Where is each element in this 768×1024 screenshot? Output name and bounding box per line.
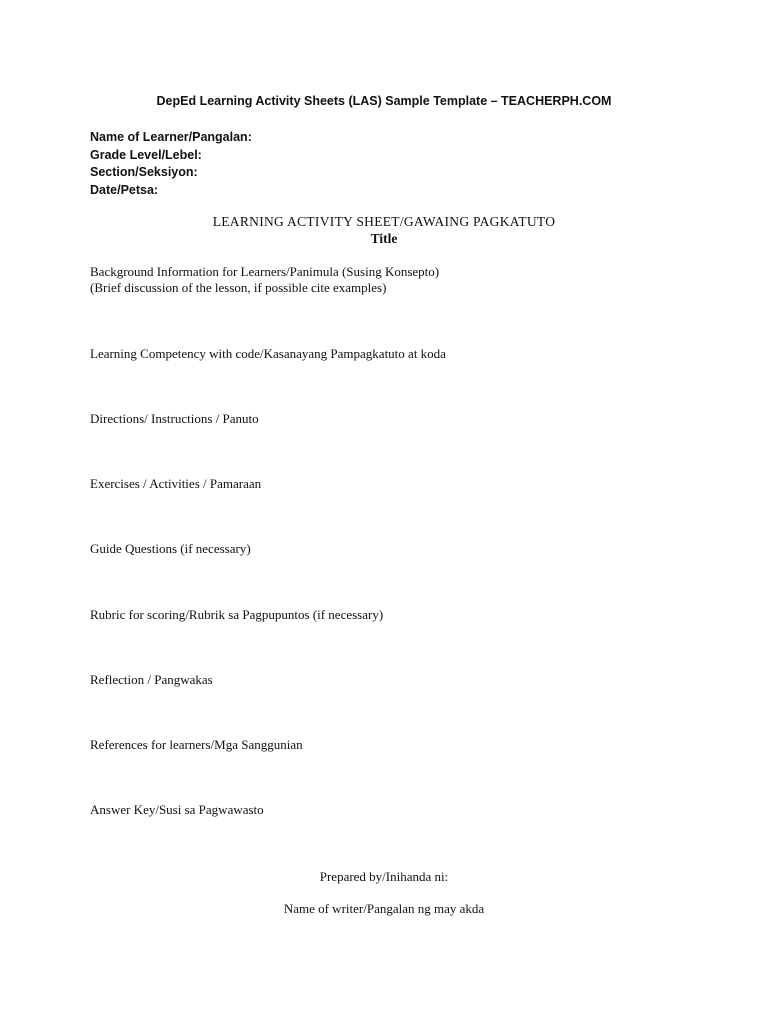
answer-key-heading: Answer Key/Susi sa Pagwawasto <box>90 802 264 817</box>
exercises-heading: Exercises / Activities / Pamaraan <box>90 476 262 491</box>
sheet-subtitle: Title <box>370 231 398 246</box>
section-rubric <box>90 607 383 623</box>
section-directions <box>90 411 259 427</box>
prepared-by-label: Prepared by/Inihanda ni: <box>319 869 449 884</box>
date-field: Date/Petsa: <box>90 182 159 197</box>
section-field: Section/Seksiyon: <box>90 165 198 179</box>
section-background <box>90 264 439 296</box>
section-competency <box>90 346 446 362</box>
section-guide-questions <box>90 541 251 557</box>
document-header-title: DepEd Learning Activity Sheets (LAS) Sample Template – TEACHERPH.COM <box>156 94 612 108</box>
guide-questions-heading: Guide Questions (if necessary) <box>90 541 251 556</box>
learner-info-block <box>90 129 252 199</box>
background-heading: Background Information for Learners/Panimula (Susing Konsepto) <box>90 264 440 279</box>
directions-heading: Directions/ Instructions / Panuto <box>90 411 259 426</box>
section-exercises <box>90 476 261 492</box>
writer-name-label: Name of writer/Pangalan ng may akda <box>283 901 485 916</box>
rubric-heading: Rubric for scoring/Rubrik sa Pagpupuntos (if necessary) <box>90 607 384 622</box>
section-references <box>90 737 303 753</box>
competency-heading: Learning Competency with code/Kasanayang Pampagkatuto at koda <box>90 346 446 361</box>
section-answer-key <box>90 802 264 818</box>
learner-name-field: Name of Learner/Pangalan: <box>90 130 252 144</box>
reflection-heading: Reflection / Pangwakas <box>90 672 213 687</box>
sheet-title-block <box>0 213 768 247</box>
sheet-title: LEARNING ACTIVITY SHEET/GAWAING PAGKATUTO <box>212 214 556 229</box>
references-heading: References for learners/Mga Sanggunian <box>90 737 303 752</box>
section-reflection <box>90 672 213 688</box>
grade-level-field: Grade Level/Lebel: <box>90 147 202 162</box>
background-note: (Brief discussion of the lesson, if possible cite examples) <box>90 280 387 295</box>
